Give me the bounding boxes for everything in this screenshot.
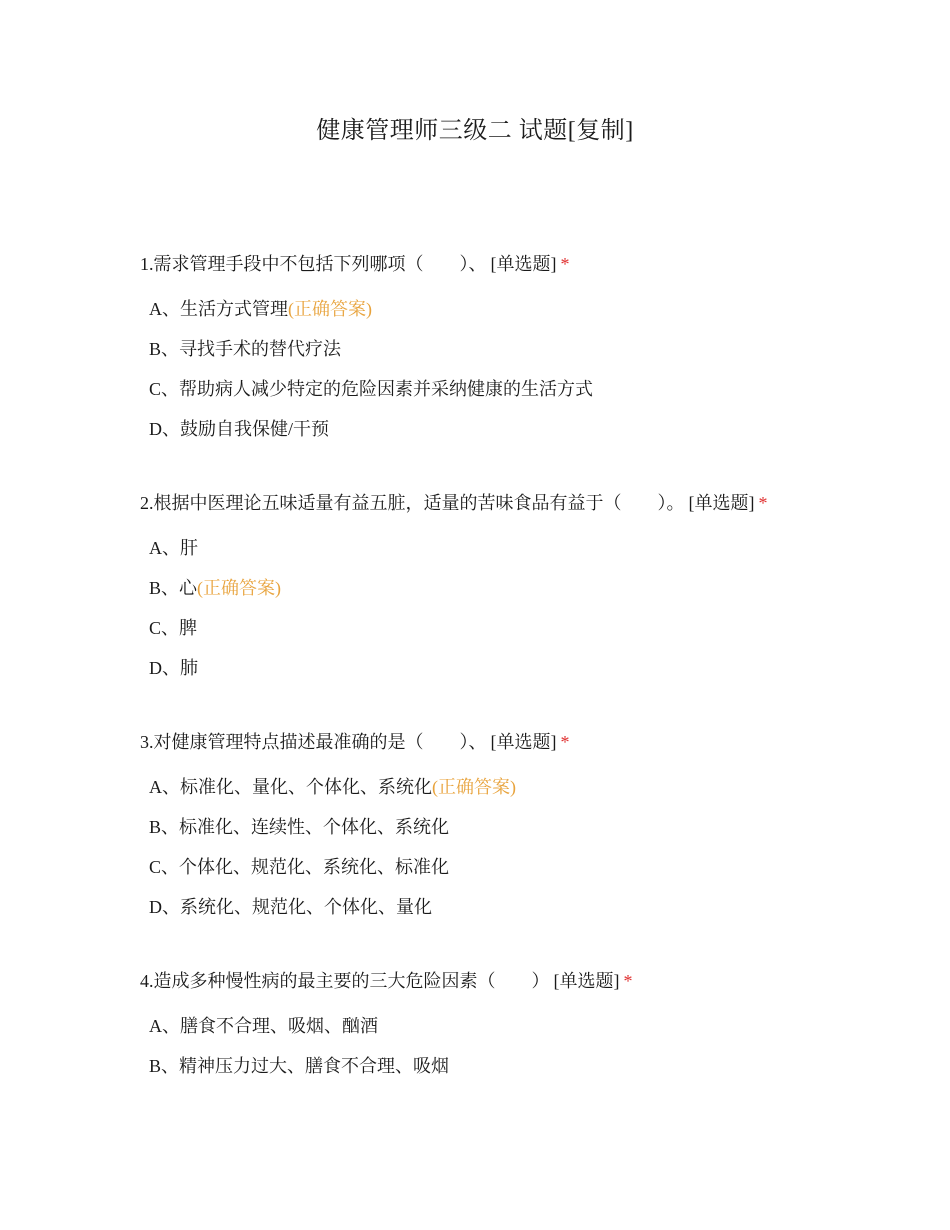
option-text: A、标准化、量化、个体化、系统化 bbox=[149, 777, 432, 797]
question-stem bbox=[140, 489, 900, 517]
option-text: A、肝 bbox=[149, 538, 198, 558]
option-a[interactable] bbox=[149, 767, 900, 807]
question-type: [单选题] bbox=[490, 254, 557, 274]
option-text: D、肺 bbox=[149, 658, 198, 678]
option-text: C、脾 bbox=[149, 618, 198, 638]
required-mark: * bbox=[758, 493, 768, 513]
question-2 bbox=[140, 489, 900, 688]
option-a[interactable] bbox=[149, 1006, 900, 1046]
question-type: [单选题] bbox=[553, 971, 620, 991]
question-stem bbox=[140, 250, 900, 278]
option-text: A、膳食不合理、吸烟、酗酒 bbox=[149, 1016, 378, 1036]
option-text: B、标准化、连续性、个体化、系统化 bbox=[149, 817, 450, 837]
option-b[interactable] bbox=[149, 329, 900, 369]
option-text: D、系统化、规范化、个体化、量化 bbox=[149, 897, 432, 917]
option-c[interactable] bbox=[149, 847, 900, 887]
question-text: 4.造成多种慢性病的最主要的三大危险因素（ ） bbox=[140, 971, 550, 991]
question-list bbox=[140, 250, 900, 1126]
question-stem bbox=[140, 728, 900, 756]
correct-answer-label: (正确答案) bbox=[197, 578, 282, 598]
option-c[interactable] bbox=[149, 369, 900, 409]
option-b[interactable] bbox=[149, 1046, 900, 1086]
question-type: [单选题] bbox=[688, 493, 755, 513]
document-title: 健康管理师三级二 试题[复制] bbox=[316, 118, 634, 144]
option-b[interactable] bbox=[149, 568, 900, 608]
option-list bbox=[140, 767, 900, 927]
option-list bbox=[140, 1006, 900, 1086]
required-mark: * bbox=[560, 732, 570, 752]
option-text: C、帮助病人减少特定的危险因素并采纳健康的生活方式 bbox=[149, 379, 594, 399]
option-d[interactable] bbox=[149, 648, 900, 688]
option-list bbox=[140, 528, 900, 688]
option-d[interactable] bbox=[149, 409, 900, 449]
question-3 bbox=[140, 728, 900, 927]
question-4 bbox=[140, 967, 900, 1086]
correct-answer-label: (正确答案) bbox=[288, 299, 372, 319]
option-c[interactable] bbox=[149, 608, 900, 648]
question-text: 3.对健康管理特点描述最准确的是（ ）、 bbox=[140, 732, 487, 752]
option-a[interactable] bbox=[149, 289, 900, 329]
option-list bbox=[140, 289, 900, 449]
question-text: 1.需求管理手段中不包括下列哪项（ ）、 bbox=[140, 254, 487, 274]
correct-answer-label: (正确答案) bbox=[432, 777, 516, 797]
question-stem bbox=[140, 967, 900, 995]
option-text: A、生活方式管理 bbox=[149, 299, 288, 319]
question-1 bbox=[140, 250, 900, 449]
option-text: D、鼓励自我保健/干预 bbox=[149, 419, 329, 439]
question-type: [单选题] bbox=[490, 732, 557, 752]
required-mark: * bbox=[560, 254, 570, 274]
option-text: B、精神压力过大、膳食不合理、吸烟 bbox=[149, 1056, 450, 1076]
option-a[interactable] bbox=[149, 528, 900, 568]
question-text: 2.根据中医理论五味适量有益五脏，适量的苦味食品有益于（ ）。 bbox=[140, 493, 685, 513]
option-text: C、个体化、规范化、系统化、标准化 bbox=[149, 857, 450, 877]
option-text: B、心 bbox=[149, 578, 198, 598]
option-b[interactable] bbox=[149, 807, 900, 847]
required-mark: * bbox=[623, 971, 633, 991]
option-text: B、寻找手术的替代疗法 bbox=[149, 339, 342, 359]
option-d[interactable] bbox=[149, 887, 900, 927]
